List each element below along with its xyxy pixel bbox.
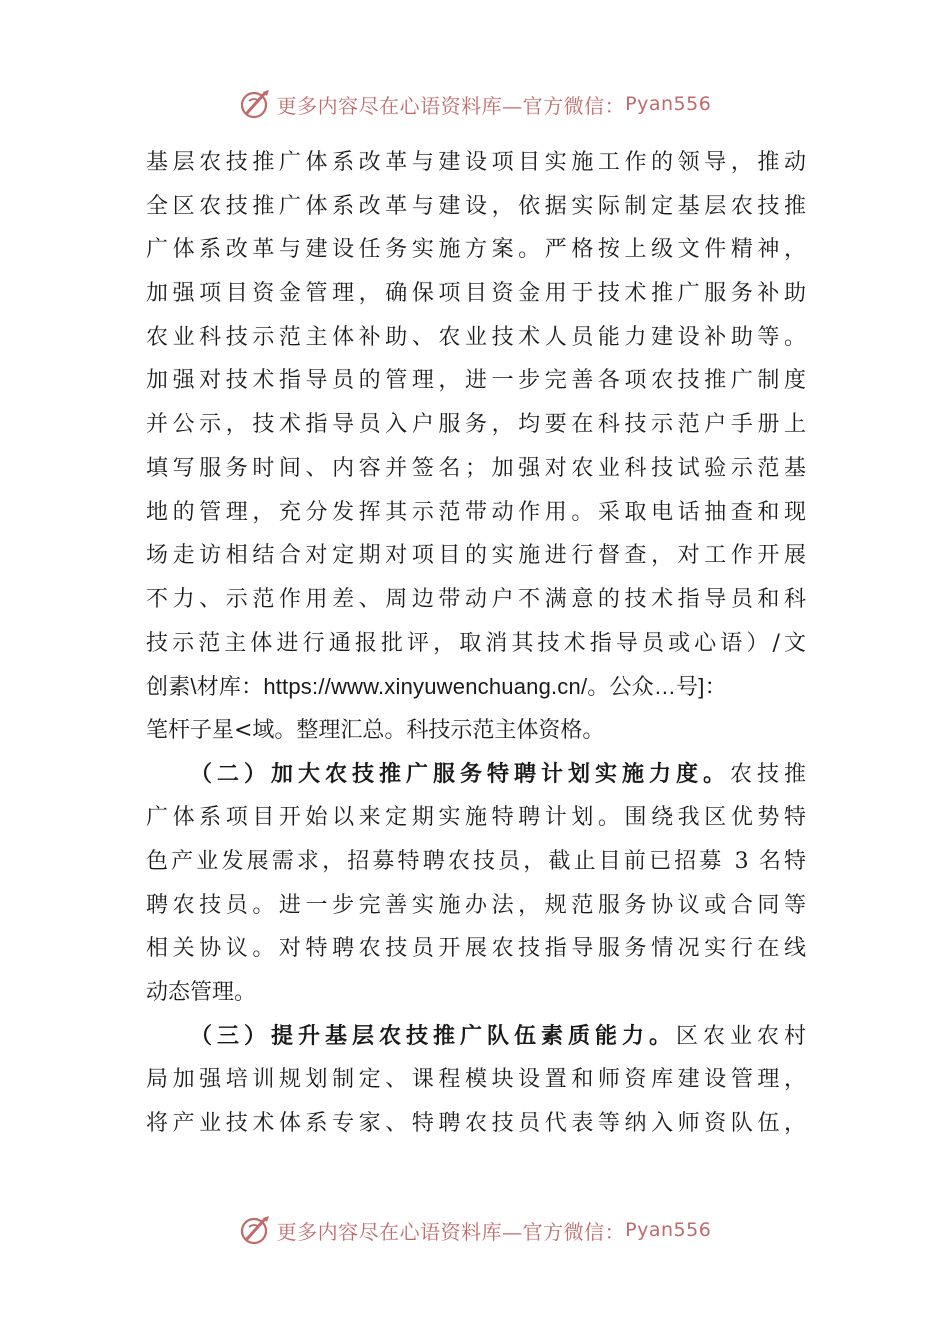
footer-watermark xyxy=(0,1208,950,1252)
text-line: 动态管理。 xyxy=(146,980,257,1006)
pen-logo-icon xyxy=(239,1213,273,1247)
section-two-first-line xyxy=(146,753,806,797)
header-watermark-text: 更多内容尽在心语资料库—官方微信： xyxy=(276,93,626,118)
footer-watermark-handle: Pyan556 xyxy=(625,1219,712,1241)
text-line: 色产业发展需求，招募特聘农技员，截止目前已招募 3 名特 xyxy=(146,849,806,874)
document-body xyxy=(146,141,806,1146)
text-line-url: 创素\材库：https://www.xinyuwenchuang.cn/。公众…号]： xyxy=(146,674,727,700)
text-line: 加强项目资金管理，确保项目资金用于技术推广服务补助 xyxy=(146,281,806,307)
section-three-first-text: 区农业农村 xyxy=(675,1023,806,1049)
text-line: 基层农技推广体系改革与建设项目实施工作的领导，推动 xyxy=(146,150,806,175)
header-watermark xyxy=(0,82,950,126)
text-line: 不力、示范作用差、周边带动户不满意的技术指导员和科 xyxy=(146,586,806,612)
text-line: 相关协议。对特聘农技员开展农技指导服务情况实行在线 xyxy=(146,936,806,962)
text-line: 地的管理，充分发挥其示范带动作用。采取电话抽查和现 xyxy=(146,499,806,525)
footer-watermark-text: 更多内容尽在心语资料库—官方微信： xyxy=(276,1219,626,1244)
section-two-heading: （二）加大农技推广服务特聘计划实施力度。 xyxy=(190,761,730,787)
header-watermark-handle: Pyan556 xyxy=(625,93,712,115)
text-line: 聘农技员。进一步完善实施办法，规范服务协议或合同等 xyxy=(146,892,806,918)
section-two-first-text: 农技推 xyxy=(729,761,806,787)
text-line: 加强对技术指导员的管理，进一步完善各项农技推广制度 xyxy=(146,368,806,394)
pen-logo-icon xyxy=(239,87,273,121)
text-line: 局加强培训规划制定、课程模块设置和师资库建设管理， xyxy=(146,1067,806,1093)
text-line: 填写服务时间、内容并签名；加强对农业科技试验示范基 xyxy=(146,455,806,481)
text-line: 技示范主体进行通报批评，取消其技术指导员或心语）/文 xyxy=(146,630,806,656)
text-line: 全区农技推广体系改革与建设，依据实际制定基层农技推 xyxy=(146,193,806,219)
section-three-heading: （三）提升基层农技推广队伍素质能力。 xyxy=(190,1023,676,1049)
text-line: 广体系项目开始以来定期实施特聘计划。围绕我区优势特 xyxy=(146,805,806,831)
text-line: 场走访相结合对定期对项目的实施进行督查，对工作开展 xyxy=(146,543,806,569)
text-line: 农业科技示范主体补助、农业技术人员能力建设补助等。 xyxy=(146,324,806,350)
text-line: 将产业技术体系专家、特聘农技员代表等纳入师资队伍， xyxy=(146,1111,806,1137)
text-line: 并公示，技术指导员入户服务，均要在科技示范户手册上 xyxy=(146,412,806,438)
section-three-first-line xyxy=(146,1015,806,1059)
text-line: 笔杆子星<域。整理汇总。科技示范主体资格。 xyxy=(146,717,605,743)
text-line: 广体系改革与建设任务实施方案。严格按上级文件精神， xyxy=(146,237,806,263)
